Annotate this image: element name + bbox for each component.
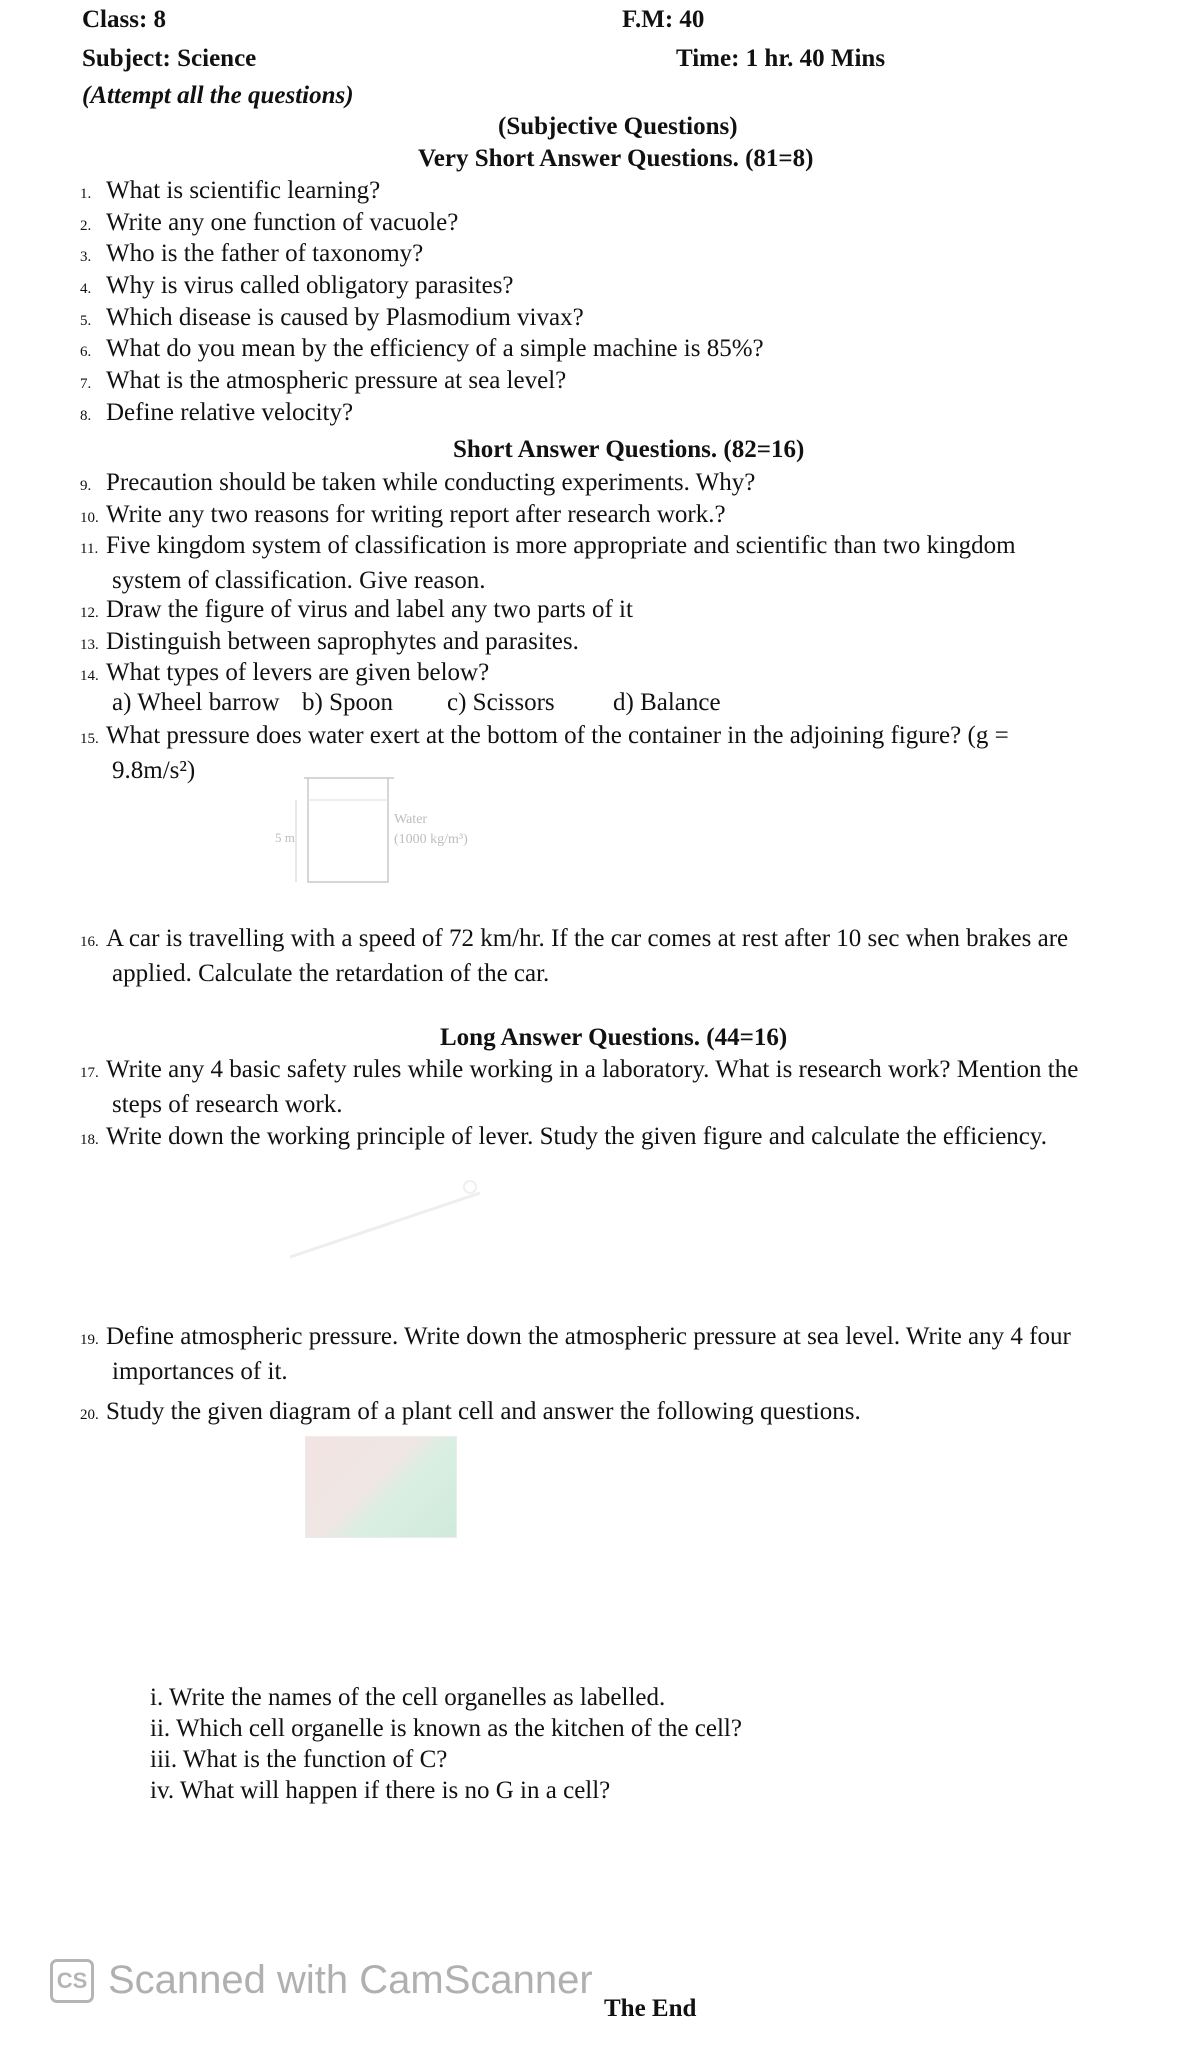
question-number: 2. xyxy=(80,218,92,234)
question-10 xyxy=(80,499,1170,534)
option-c: c) Scissors xyxy=(447,689,555,716)
section-very-short: Very Short Answer Questions. (81=8) xyxy=(418,145,814,172)
full-marks-label: F.M: 40 xyxy=(622,6,705,33)
question-number: 17. xyxy=(80,1065,99,1081)
beaker-icon xyxy=(270,770,530,890)
lever-options xyxy=(112,689,721,717)
section-short: Short Answer Questions. (82=16) xyxy=(453,436,805,463)
question-number: 1. xyxy=(80,186,92,202)
question-number: 15. xyxy=(80,731,99,747)
question-text: Five kingdom system of classification is more appropriate and scientific than two kingdom xyxy=(106,532,1016,559)
question-3 xyxy=(80,238,1170,273)
plant-cell-diagram xyxy=(305,1436,457,1538)
question-number: 14. xyxy=(80,668,99,684)
question-text: Define relative velocity? xyxy=(106,399,354,426)
question-number: 13. xyxy=(80,637,99,653)
time-label: Time: 1 hr. 40 Mins xyxy=(676,45,886,72)
question-text: Study the given diagram of a plant cell and answer the following questions. xyxy=(106,1398,861,1425)
subject-label: Subject: Science xyxy=(82,45,257,72)
question-text: Define atmospheric pressure. Write down the atmospheric pressure at sea level. Write any 4 four xyxy=(106,1323,1071,1350)
question-text-continued: system of classification. Give reason. xyxy=(112,567,486,594)
question-16 xyxy=(80,923,1170,989)
question-7 xyxy=(80,365,1170,400)
lever-figure xyxy=(280,1165,500,1275)
question-text: What types of levers are given below? xyxy=(106,659,490,686)
section-long: Long Answer Questions. (44=16) xyxy=(440,1024,788,1051)
sub-question-2: ii. Which cell organelle is known as the kitchen of the cell? xyxy=(150,1715,742,1742)
question-6 xyxy=(80,333,1170,368)
height-label: 5 m xyxy=(275,830,295,845)
class-label: Class: 8 xyxy=(82,6,167,33)
question-15 xyxy=(80,720,1170,786)
option-d: d) Balance xyxy=(613,689,721,716)
question-5 xyxy=(80,302,1170,337)
camscanner-watermark xyxy=(50,1958,593,2003)
camscanner-text: Scanned with CamScanner xyxy=(108,1958,593,2002)
instruction-text: (Attempt all the questions) xyxy=(82,82,354,109)
question-number: 18. xyxy=(80,1132,99,1148)
sub-question-1: i. Write the names of the cell organelles as labelled. xyxy=(150,1684,666,1711)
question-number: 10. xyxy=(80,510,99,526)
question-13 xyxy=(80,626,1170,661)
question-text-continued: steps of research work. xyxy=(112,1091,343,1118)
question-text: Draw the figure of virus and label any two parts of it xyxy=(106,596,633,623)
question-text: Write any one function of vacuole? xyxy=(106,209,459,236)
camscanner-logo-icon: CS xyxy=(50,1959,94,2003)
question-text: Who is the father of taxonomy? xyxy=(106,240,424,267)
question-number: 12. xyxy=(80,605,99,621)
question-text: Precaution should be taken while conducting experiments. Why? xyxy=(106,469,756,496)
question-text: What is scientific learning? xyxy=(106,177,381,204)
question-number: 9. xyxy=(80,478,92,494)
question-text: Write any two reasons for writing report after research work.? xyxy=(106,501,726,528)
question-text: What pressure does water exert at the bottom of the container in the adjoining figure? (g = xyxy=(106,722,1009,749)
question-text: A car is travelling with a speed of 72 km/hr. If the car comes at rest after 10 sec when brakes are xyxy=(106,925,1069,952)
question-number: 3. xyxy=(80,249,92,265)
question-4 xyxy=(80,270,1170,305)
option-a: a) Wheel barrow xyxy=(112,689,280,716)
question-1 xyxy=(80,175,1170,210)
question-number: 16. xyxy=(80,934,99,950)
question-2 xyxy=(80,207,1170,242)
question-text-continued: importances of it. xyxy=(112,1358,288,1385)
question-number: 5. xyxy=(80,313,92,329)
question-18 xyxy=(80,1121,1170,1156)
water-container-figure xyxy=(270,770,530,890)
question-9 xyxy=(80,467,1170,502)
liquid-label: Water xyxy=(394,812,428,827)
sub-question-4: iv. What will happen if there is no G in a cell? xyxy=(150,1777,611,1804)
question-number: 19. xyxy=(80,1332,99,1348)
question-8 xyxy=(80,397,1170,432)
question-number: 4. xyxy=(80,281,92,297)
question-12 xyxy=(80,594,1170,629)
question-14 xyxy=(80,657,1170,692)
question-number: 8. xyxy=(80,408,92,424)
option-b: b) Spoon xyxy=(302,689,393,716)
lever-icon xyxy=(280,1165,500,1275)
the-end-footer: The End xyxy=(604,1995,697,2022)
question-text-continued: applied. Calculate the retardation of the car. xyxy=(112,960,550,987)
question-11 xyxy=(80,530,1170,596)
question-20 xyxy=(80,1396,1170,1431)
question-text: Why is virus called obligatory parasites? xyxy=(106,272,514,299)
question-number: 20. xyxy=(80,1407,99,1423)
question-19 xyxy=(80,1321,1170,1387)
question-text: Distinguish between saprophytes and parasites. xyxy=(106,628,579,655)
question-text: Which disease is caused by Plasmodium vivax? xyxy=(106,304,584,331)
question-text: What is the atmospheric pressure at sea level? xyxy=(106,367,567,394)
question-17 xyxy=(80,1054,1170,1120)
question-number: 6. xyxy=(80,344,92,360)
question-text: Write down the working principle of lever. Study the given figure and calculate the efficiency. xyxy=(106,1123,1048,1150)
question-text-continued: 9.8m/s²) xyxy=(112,757,196,784)
question-text: Write any 4 basic safety rules while working in a laboratory. What is research work? Mention the xyxy=(106,1056,1079,1083)
section-subjective: (Subjective Questions) xyxy=(498,113,738,140)
density-label: (1000 kg/m³) xyxy=(394,832,468,847)
question-text: What do you mean by the efficiency of a simple machine is 85%? xyxy=(106,335,764,362)
sub-question-3: iii. What is the function of C? xyxy=(150,1746,448,1773)
question-number: 7. xyxy=(80,376,92,392)
question-number: 11. xyxy=(80,541,99,557)
